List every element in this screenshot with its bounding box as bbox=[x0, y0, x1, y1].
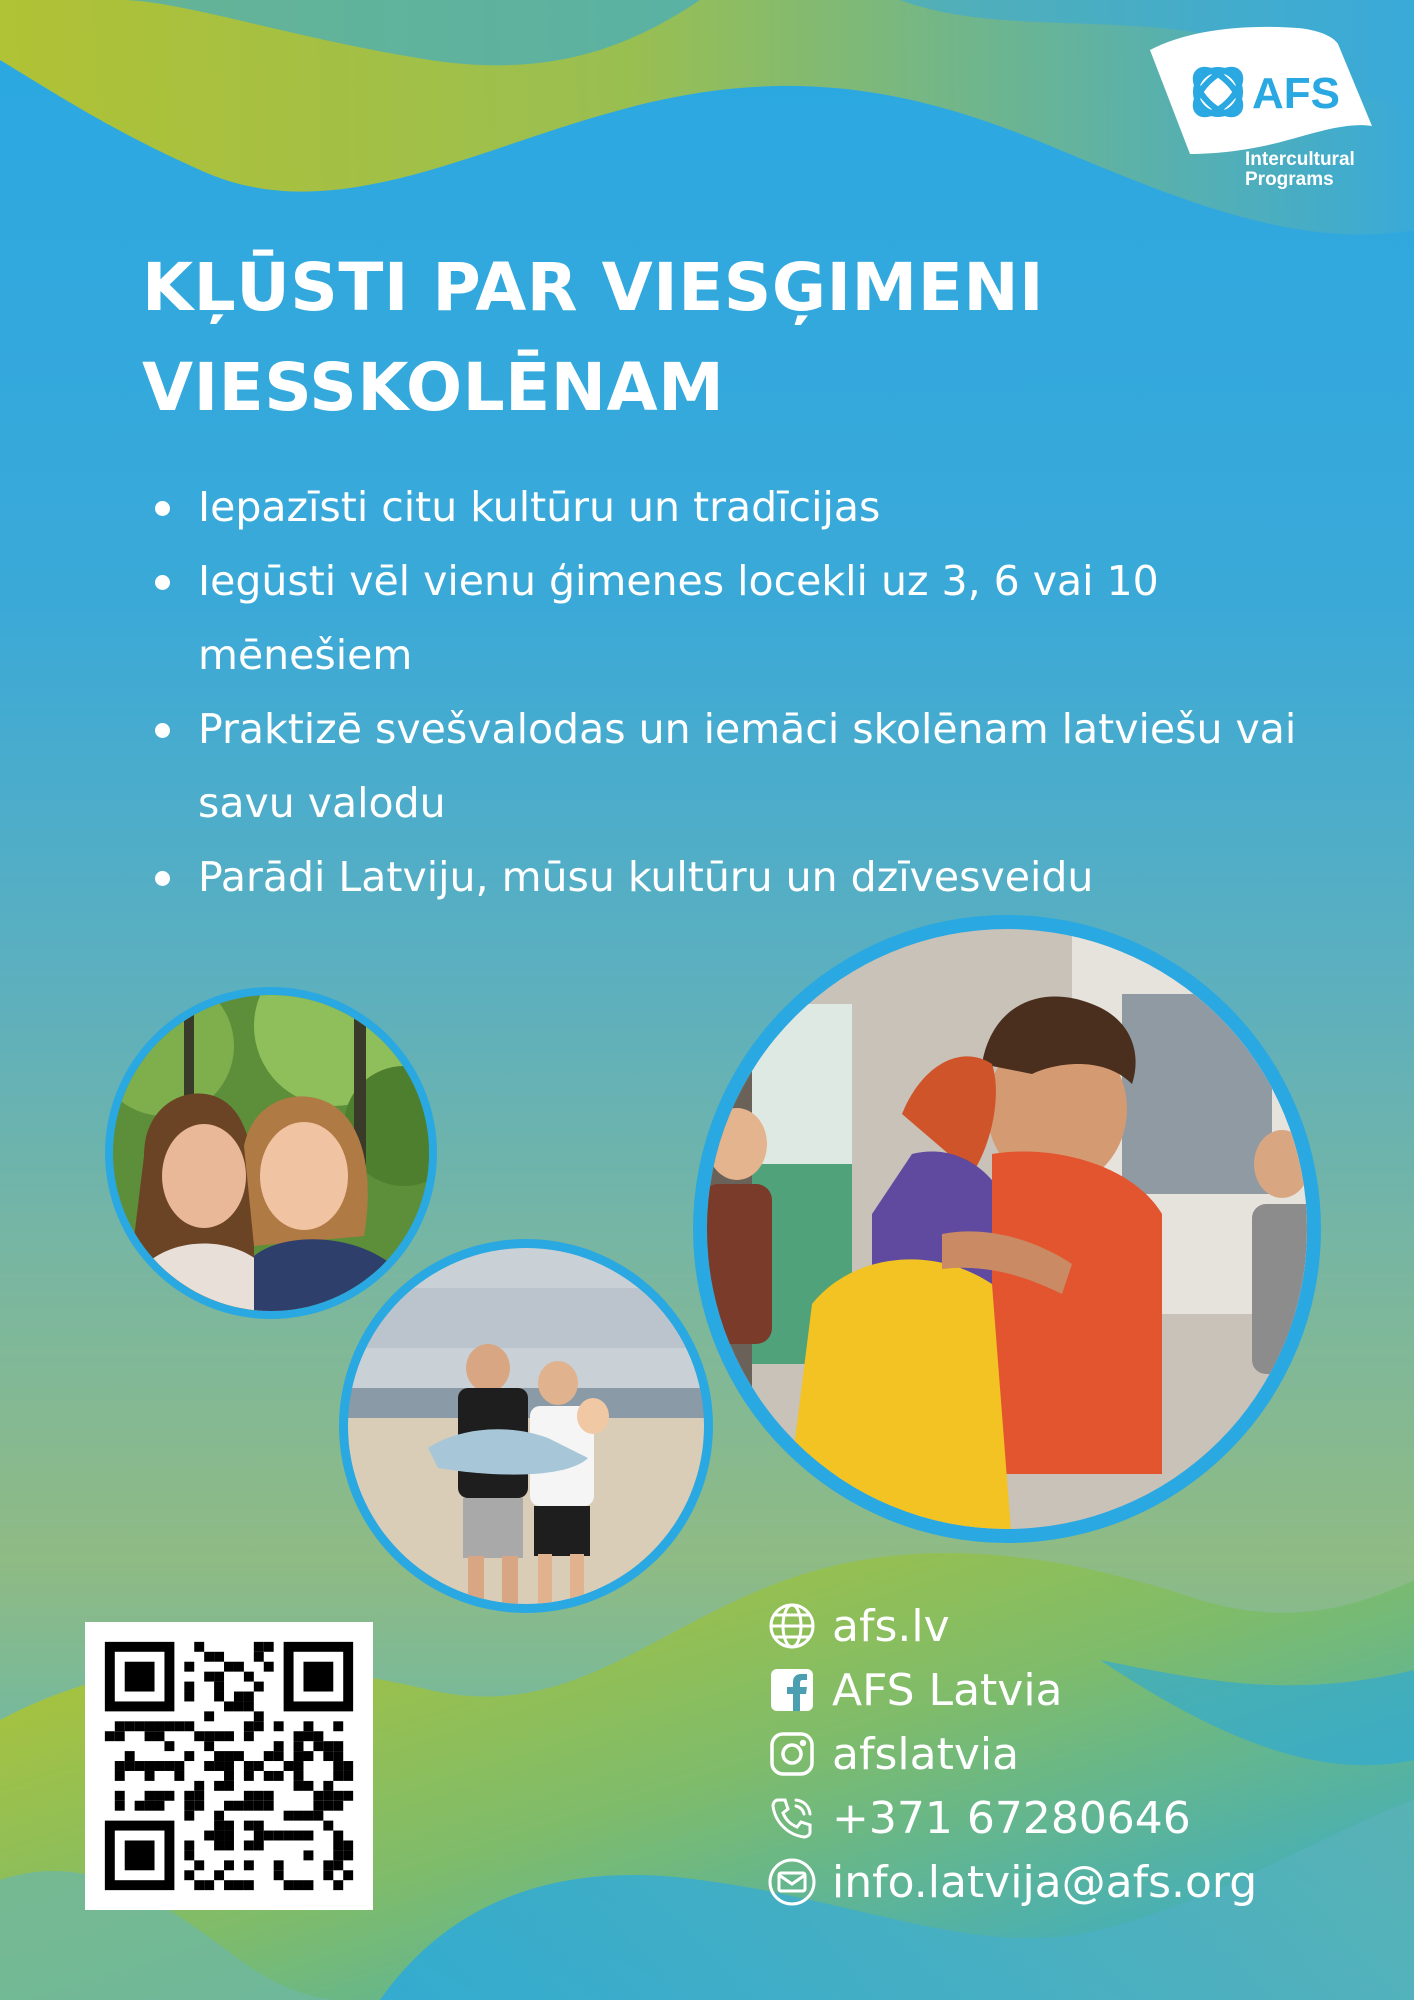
facebook-link[interactable]: AFS Latvia bbox=[832, 1664, 1063, 1716]
logo-tagline-line1: Intercultural bbox=[1245, 149, 1355, 170]
benefit-item: Iegūsti vēl vienu ģimenes locekli uz 3, 6 vai 10 mēnešiem bbox=[150, 544, 1310, 692]
contact-facebook[interactable] bbox=[766, 1658, 1257, 1722]
logo-brand: AFS bbox=[1252, 69, 1340, 118]
title-line2: VIESSKOLĒNAM bbox=[142, 349, 725, 426]
contact-list bbox=[766, 1594, 1257, 1914]
page-title bbox=[142, 238, 1292, 438]
website-link[interactable]: afs.lv bbox=[832, 1600, 950, 1652]
qr-code[interactable] bbox=[85, 1622, 373, 1910]
facebook-icon bbox=[766, 1664, 818, 1716]
instagram-link[interactable]: afslatvia bbox=[832, 1728, 1020, 1780]
contact-website[interactable] bbox=[766, 1594, 1257, 1658]
instagram-icon bbox=[766, 1728, 818, 1780]
benefits-list bbox=[150, 470, 1310, 914]
phone-icon bbox=[766, 1792, 818, 1844]
benefit-item: Praktizē svešvalodas un iemāci skolēnam latviešu vai savu valodu bbox=[150, 692, 1310, 840]
globe-icon bbox=[766, 1600, 818, 1652]
benefit-item: Parādi Latviju, mūsu kultūru un dzīvesveidu bbox=[150, 840, 1310, 914]
contact-instagram[interactable] bbox=[766, 1722, 1257, 1786]
logo-tagline bbox=[1245, 150, 1355, 190]
contact-phone[interactable] bbox=[766, 1786, 1257, 1850]
photo-frame-2 bbox=[338, 1238, 714, 1614]
phone-number[interactable]: +371 67280646 bbox=[832, 1792, 1191, 1844]
email-link[interactable]: info.latvija@afs.org bbox=[832, 1856, 1258, 1908]
title-line1: KĻŪSTI PAR VIESĢIMENI bbox=[142, 249, 1045, 326]
logo-tagline-line2: Programs bbox=[1245, 169, 1334, 190]
qr-code-image bbox=[85, 1622, 373, 1910]
contact-email[interactable] bbox=[766, 1850, 1257, 1914]
benefit-item: Iepazīsti citu kultūru un tradīcijas bbox=[150, 470, 1310, 544]
email-icon bbox=[766, 1856, 818, 1908]
photo-frame-3 bbox=[692, 914, 1322, 1544]
